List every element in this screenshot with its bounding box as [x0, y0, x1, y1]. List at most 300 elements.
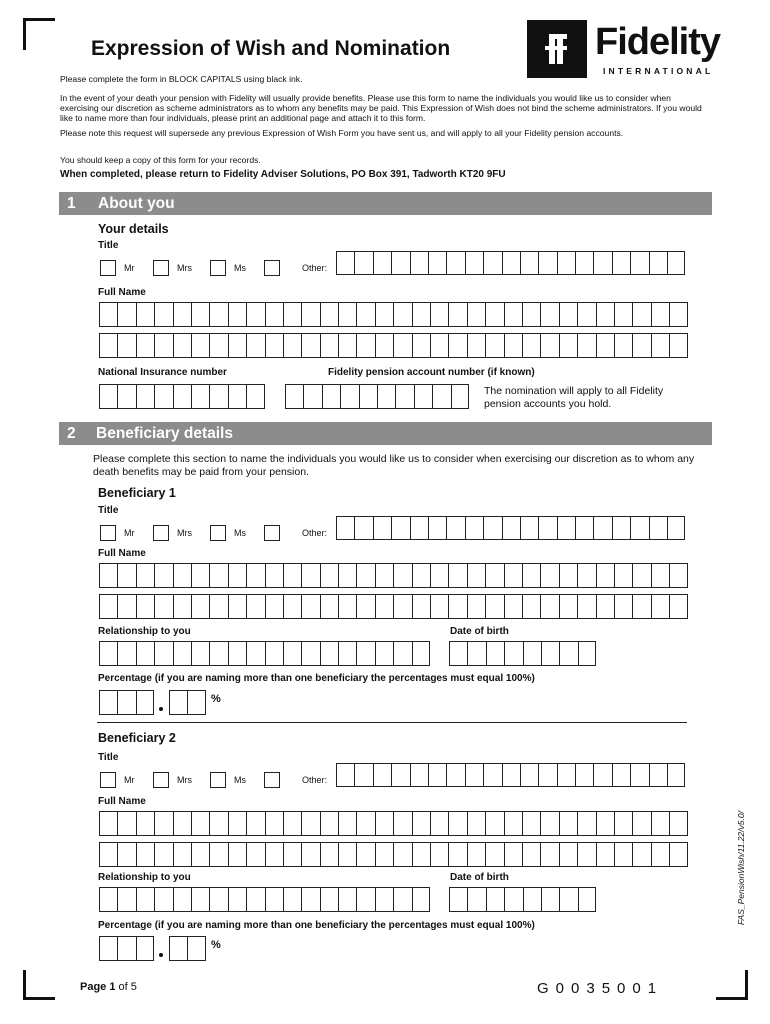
character-cell[interactable] — [117, 563, 135, 588]
character-cell[interactable] — [410, 763, 428, 787]
character-cell[interactable] — [320, 641, 338, 666]
character-cell[interactable] — [338, 302, 356, 327]
character-cell[interactable] — [393, 811, 411, 836]
character-cell[interactable] — [485, 811, 503, 836]
character-cell[interactable] — [336, 763, 354, 787]
character-cell[interactable] — [467, 563, 485, 588]
character-cell[interactable] — [446, 516, 464, 540]
character-cell[interactable] — [669, 302, 687, 327]
b2-full-name-input-line-1[interactable] — [99, 811, 688, 836]
character-cell[interactable] — [651, 302, 669, 327]
character-cell[interactable] — [154, 594, 172, 619]
character-cell[interactable] — [377, 384, 395, 409]
character-cell[interactable] — [614, 333, 632, 358]
character-cell[interactable] — [485, 842, 503, 867]
character-cell[interactable] — [154, 811, 172, 836]
character-cell[interactable] — [504, 887, 522, 912]
character-cell[interactable] — [359, 384, 377, 409]
b2-relationship-input[interactable] — [99, 887, 430, 912]
character-cell[interactable] — [448, 563, 466, 588]
character-cell[interactable] — [448, 811, 466, 836]
character-cell[interactable] — [173, 302, 191, 327]
character-cell[interactable] — [667, 763, 685, 787]
character-cell[interactable] — [578, 887, 596, 912]
character-cell[interactable] — [136, 302, 154, 327]
character-cell[interactable] — [154, 563, 172, 588]
character-cell[interactable] — [448, 333, 466, 358]
character-cell[interactable] — [373, 516, 391, 540]
character-cell[interactable] — [136, 384, 154, 409]
b2-percentage-whole-input[interactable] — [99, 936, 154, 961]
character-cell[interactable] — [395, 384, 413, 409]
character-cell[interactable] — [356, 842, 374, 867]
character-cell[interactable] — [301, 842, 319, 867]
character-cell[interactable] — [301, 563, 319, 588]
character-cell[interactable] — [577, 594, 595, 619]
character-cell[interactable] — [283, 887, 301, 912]
b1-percentage-decimal-input[interactable] — [169, 690, 206, 715]
character-cell[interactable] — [540, 594, 558, 619]
character-cell[interactable] — [173, 641, 191, 666]
character-cell[interactable] — [117, 641, 135, 666]
character-cell[interactable] — [430, 302, 448, 327]
character-cell[interactable] — [522, 594, 540, 619]
character-cell[interactable] — [430, 594, 448, 619]
character-cell[interactable] — [246, 302, 264, 327]
character-cell[interactable] — [99, 333, 117, 358]
character-cell[interactable] — [540, 333, 558, 358]
character-cell[interactable] — [428, 251, 446, 275]
character-cell[interactable] — [651, 811, 669, 836]
character-cell[interactable] — [485, 333, 503, 358]
character-cell[interactable] — [99, 811, 117, 836]
character-cell[interactable] — [465, 251, 483, 275]
character-cell[interactable] — [410, 251, 428, 275]
title-ms-checkbox[interactable] — [210, 260, 226, 276]
character-cell[interactable] — [577, 811, 595, 836]
character-cell[interactable] — [191, 302, 209, 327]
character-cell[interactable] — [504, 563, 522, 588]
character-cell[interactable] — [669, 811, 687, 836]
character-cell[interactable] — [465, 516, 483, 540]
character-cell[interactable] — [593, 251, 611, 275]
character-cell[interactable] — [209, 594, 227, 619]
character-cell[interactable] — [136, 641, 154, 666]
character-cell[interactable] — [410, 516, 428, 540]
character-cell[interactable] — [246, 384, 264, 409]
character-cell[interactable] — [575, 251, 593, 275]
character-cell[interactable] — [559, 842, 577, 867]
character-cell[interactable] — [667, 516, 685, 540]
character-cell[interactable] — [169, 936, 187, 961]
character-cell[interactable] — [596, 563, 614, 588]
character-cell[interactable] — [373, 763, 391, 787]
character-cell[interactable] — [504, 641, 522, 666]
character-cell[interactable] — [540, 842, 558, 867]
ni-number-input[interactable] — [99, 384, 265, 409]
character-cell[interactable] — [504, 842, 522, 867]
b1-title-other-input[interactable] — [336, 516, 685, 540]
character-cell[interactable] — [669, 594, 687, 619]
character-cell[interactable] — [209, 842, 227, 867]
character-cell[interactable] — [448, 302, 466, 327]
character-cell[interactable] — [209, 384, 227, 409]
character-cell[interactable] — [486, 887, 504, 912]
character-cell[interactable] — [320, 594, 338, 619]
character-cell[interactable] — [375, 842, 393, 867]
character-cell[interactable] — [338, 333, 356, 358]
character-cell[interactable] — [246, 842, 264, 867]
character-cell[interactable] — [99, 842, 117, 867]
character-cell[interactable] — [575, 516, 593, 540]
character-cell[interactable] — [336, 251, 354, 275]
b2-title-other-input[interactable] — [336, 763, 685, 787]
character-cell[interactable] — [320, 811, 338, 836]
character-cell[interactable] — [614, 594, 632, 619]
character-cell[interactable] — [320, 887, 338, 912]
character-cell[interactable] — [99, 594, 117, 619]
character-cell[interactable] — [649, 516, 667, 540]
character-cell[interactable] — [651, 333, 669, 358]
character-cell[interactable] — [209, 333, 227, 358]
character-cell[interactable] — [354, 251, 372, 275]
character-cell[interactable] — [593, 516, 611, 540]
b1-title-other-checkbox[interactable] — [264, 525, 280, 541]
character-cell[interactable] — [540, 811, 558, 836]
character-cell[interactable] — [356, 333, 374, 358]
character-cell[interactable] — [265, 594, 283, 619]
character-cell[interactable] — [375, 641, 393, 666]
character-cell[interactable] — [412, 594, 430, 619]
character-cell[interactable] — [612, 251, 630, 275]
b2-title-other-checkbox[interactable] — [264, 772, 280, 788]
character-cell[interactable] — [283, 811, 301, 836]
character-cell[interactable] — [614, 563, 632, 588]
b2-title-ms-checkbox[interactable] — [210, 772, 226, 788]
character-cell[interactable] — [632, 842, 650, 867]
character-cell[interactable] — [117, 384, 135, 409]
character-cell[interactable] — [228, 811, 246, 836]
character-cell[interactable] — [486, 641, 504, 666]
character-cell[interactable] — [191, 887, 209, 912]
character-cell[interactable] — [523, 887, 541, 912]
character-cell[interactable] — [630, 763, 648, 787]
character-cell[interactable] — [228, 384, 246, 409]
character-cell[interactable] — [136, 333, 154, 358]
character-cell[interactable] — [173, 594, 191, 619]
character-cell[interactable] — [265, 887, 283, 912]
character-cell[interactable] — [451, 384, 469, 409]
character-cell[interactable] — [483, 516, 501, 540]
character-cell[interactable] — [117, 690, 135, 715]
character-cell[interactable] — [373, 251, 391, 275]
character-cell[interactable] — [228, 333, 246, 358]
character-cell[interactable] — [649, 763, 667, 787]
character-cell[interactable] — [393, 887, 411, 912]
character-cell[interactable] — [301, 887, 319, 912]
character-cell[interactable] — [338, 594, 356, 619]
character-cell[interactable] — [336, 516, 354, 540]
character-cell[interactable] — [99, 936, 117, 961]
character-cell[interactable] — [136, 887, 154, 912]
character-cell[interactable] — [523, 641, 541, 666]
character-cell[interactable] — [391, 516, 409, 540]
character-cell[interactable] — [283, 842, 301, 867]
character-cell[interactable] — [320, 563, 338, 588]
character-cell[interactable] — [375, 563, 393, 588]
character-cell[interactable] — [99, 641, 117, 666]
character-cell[interactable] — [393, 333, 411, 358]
title-other-checkbox[interactable] — [264, 260, 280, 276]
character-cell[interactable] — [209, 302, 227, 327]
character-cell[interactable] — [559, 811, 577, 836]
character-cell[interactable] — [596, 594, 614, 619]
character-cell[interactable] — [283, 302, 301, 327]
character-cell[interactable] — [154, 302, 172, 327]
character-cell[interactable] — [577, 302, 595, 327]
character-cell[interactable] — [265, 811, 283, 836]
character-cell[interactable] — [265, 302, 283, 327]
character-cell[interactable] — [412, 842, 430, 867]
b1-full-name-input-line-1[interactable] — [99, 563, 688, 588]
character-cell[interactable] — [393, 842, 411, 867]
character-cell[interactable] — [191, 333, 209, 358]
character-cell[interactable] — [467, 811, 485, 836]
character-cell[interactable] — [209, 563, 227, 588]
character-cell[interactable] — [538, 251, 556, 275]
character-cell[interactable] — [412, 302, 430, 327]
character-cell[interactable] — [209, 641, 227, 666]
character-cell[interactable] — [612, 516, 630, 540]
character-cell[interactable] — [117, 811, 135, 836]
character-cell[interactable] — [375, 887, 393, 912]
b2-title-mrs-checkbox[interactable] — [153, 772, 169, 788]
character-cell[interactable] — [99, 690, 117, 715]
character-cell[interactable] — [320, 302, 338, 327]
character-cell[interactable] — [246, 811, 264, 836]
character-cell[interactable] — [136, 811, 154, 836]
character-cell[interactable] — [577, 563, 595, 588]
b1-relationship-input[interactable] — [99, 641, 430, 666]
character-cell[interactable] — [322, 384, 340, 409]
character-cell[interactable] — [228, 302, 246, 327]
character-cell[interactable] — [340, 384, 358, 409]
character-cell[interactable] — [265, 563, 283, 588]
b1-title-ms-checkbox[interactable] — [210, 525, 226, 541]
character-cell[interactable] — [485, 594, 503, 619]
character-cell[interactable] — [356, 302, 374, 327]
character-cell[interactable] — [228, 887, 246, 912]
character-cell[interactable] — [485, 302, 503, 327]
character-cell[interactable] — [246, 563, 264, 588]
character-cell[interactable] — [246, 594, 264, 619]
character-cell[interactable] — [651, 594, 669, 619]
character-cell[interactable] — [246, 887, 264, 912]
character-cell[interactable] — [559, 333, 577, 358]
character-cell[interactable] — [356, 594, 374, 619]
character-cell[interactable] — [117, 936, 135, 961]
character-cell[interactable] — [228, 594, 246, 619]
character-cell[interactable] — [557, 763, 575, 787]
character-cell[interactable] — [191, 563, 209, 588]
character-cell[interactable] — [283, 594, 301, 619]
title-other-input[interactable] — [336, 251, 685, 275]
character-cell[interactable] — [414, 384, 432, 409]
character-cell[interactable] — [338, 641, 356, 666]
character-cell[interactable] — [117, 887, 135, 912]
character-cell[interactable] — [559, 641, 577, 666]
character-cell[interactable] — [446, 251, 464, 275]
character-cell[interactable] — [632, 811, 650, 836]
character-cell[interactable] — [593, 763, 611, 787]
character-cell[interactable] — [669, 333, 687, 358]
character-cell[interactable] — [596, 811, 614, 836]
character-cell[interactable] — [391, 251, 409, 275]
character-cell[interactable] — [522, 811, 540, 836]
character-cell[interactable] — [412, 641, 430, 666]
character-cell[interactable] — [412, 333, 430, 358]
character-cell[interactable] — [375, 811, 393, 836]
character-cell[interactable] — [301, 302, 319, 327]
character-cell[interactable] — [154, 842, 172, 867]
character-cell[interactable] — [522, 842, 540, 867]
character-cell[interactable] — [391, 763, 409, 787]
character-cell[interactable] — [228, 563, 246, 588]
character-cell[interactable] — [169, 690, 187, 715]
character-cell[interactable] — [283, 563, 301, 588]
character-cell[interactable] — [285, 384, 303, 409]
character-cell[interactable] — [559, 594, 577, 619]
character-cell[interactable] — [428, 763, 446, 787]
character-cell[interactable] — [412, 887, 430, 912]
character-cell[interactable] — [467, 302, 485, 327]
character-cell[interactable] — [173, 333, 191, 358]
b2-dob-input[interactable] — [449, 887, 596, 912]
character-cell[interactable] — [136, 563, 154, 588]
character-cell[interactable] — [520, 251, 538, 275]
character-cell[interactable] — [356, 641, 374, 666]
character-cell[interactable] — [432, 384, 450, 409]
character-cell[interactable] — [187, 936, 205, 961]
character-cell[interactable] — [520, 516, 538, 540]
character-cell[interactable] — [338, 563, 356, 588]
character-cell[interactable] — [430, 333, 448, 358]
character-cell[interactable] — [173, 811, 191, 836]
title-mr-checkbox[interactable] — [100, 260, 116, 276]
character-cell[interactable] — [522, 333, 540, 358]
character-cell[interactable] — [557, 251, 575, 275]
character-cell[interactable] — [485, 563, 503, 588]
full-name-input-line-1[interactable] — [99, 302, 688, 327]
character-cell[interactable] — [467, 641, 485, 666]
character-cell[interactable] — [428, 516, 446, 540]
character-cell[interactable] — [228, 641, 246, 666]
character-cell[interactable] — [504, 302, 522, 327]
character-cell[interactable] — [630, 251, 648, 275]
character-cell[interactable] — [449, 887, 467, 912]
character-cell[interactable] — [136, 936, 154, 961]
character-cell[interactable] — [632, 333, 650, 358]
b2-full-name-input-line-2[interactable] — [99, 842, 688, 867]
b2-title-mr-checkbox[interactable] — [100, 772, 116, 788]
character-cell[interactable] — [538, 763, 556, 787]
character-cell[interactable] — [209, 811, 227, 836]
character-cell[interactable] — [559, 887, 577, 912]
character-cell[interactable] — [265, 842, 283, 867]
character-cell[interactable] — [375, 333, 393, 358]
character-cell[interactable] — [575, 763, 593, 787]
character-cell[interactable] — [596, 302, 614, 327]
character-cell[interactable] — [502, 763, 520, 787]
character-cell[interactable] — [191, 811, 209, 836]
character-cell[interactable] — [612, 763, 630, 787]
character-cell[interactable] — [430, 842, 448, 867]
character-cell[interactable] — [632, 563, 650, 588]
character-cell[interactable] — [301, 811, 319, 836]
character-cell[interactable] — [283, 641, 301, 666]
character-cell[interactable] — [338, 887, 356, 912]
character-cell[interactable] — [630, 516, 648, 540]
character-cell[interactable] — [430, 811, 448, 836]
character-cell[interactable] — [117, 333, 135, 358]
full-name-input-line-2[interactable] — [99, 333, 688, 358]
b1-percentage-whole-input[interactable] — [99, 690, 154, 715]
b1-title-mrs-checkbox[interactable] — [153, 525, 169, 541]
character-cell[interactable] — [375, 594, 393, 619]
character-cell[interactable] — [467, 887, 485, 912]
character-cell[interactable] — [301, 641, 319, 666]
character-cell[interactable] — [465, 763, 483, 787]
character-cell[interactable] — [338, 842, 356, 867]
character-cell[interactable] — [187, 690, 205, 715]
character-cell[interactable] — [557, 516, 575, 540]
character-cell[interactable] — [669, 563, 687, 588]
character-cell[interactable] — [354, 516, 372, 540]
character-cell[interactable] — [356, 811, 374, 836]
character-cell[interactable] — [265, 641, 283, 666]
character-cell[interactable] — [191, 594, 209, 619]
character-cell[interactable] — [540, 563, 558, 588]
character-cell[interactable] — [375, 302, 393, 327]
character-cell[interactable] — [393, 302, 411, 327]
b1-dob-input[interactable] — [449, 641, 596, 666]
character-cell[interactable] — [356, 563, 374, 588]
character-cell[interactable] — [209, 887, 227, 912]
character-cell[interactable] — [504, 333, 522, 358]
character-cell[interactable] — [99, 302, 117, 327]
character-cell[interactable] — [136, 594, 154, 619]
character-cell[interactable] — [246, 641, 264, 666]
character-cell[interactable] — [154, 641, 172, 666]
character-cell[interactable] — [446, 763, 464, 787]
character-cell[interactable] — [99, 384, 117, 409]
character-cell[interactable] — [448, 842, 466, 867]
character-cell[interactable] — [632, 302, 650, 327]
character-cell[interactable] — [136, 842, 154, 867]
character-cell[interactable] — [632, 594, 650, 619]
character-cell[interactable] — [393, 594, 411, 619]
character-cell[interactable] — [467, 842, 485, 867]
character-cell[interactable] — [651, 563, 669, 588]
character-cell[interactable] — [614, 302, 632, 327]
character-cell[interactable] — [483, 251, 501, 275]
character-cell[interactable] — [117, 594, 135, 619]
character-cell[interactable] — [614, 842, 632, 867]
character-cell[interactable] — [520, 763, 538, 787]
character-cell[interactable] — [667, 251, 685, 275]
character-cell[interactable] — [136, 690, 154, 715]
character-cell[interactable] — [320, 842, 338, 867]
